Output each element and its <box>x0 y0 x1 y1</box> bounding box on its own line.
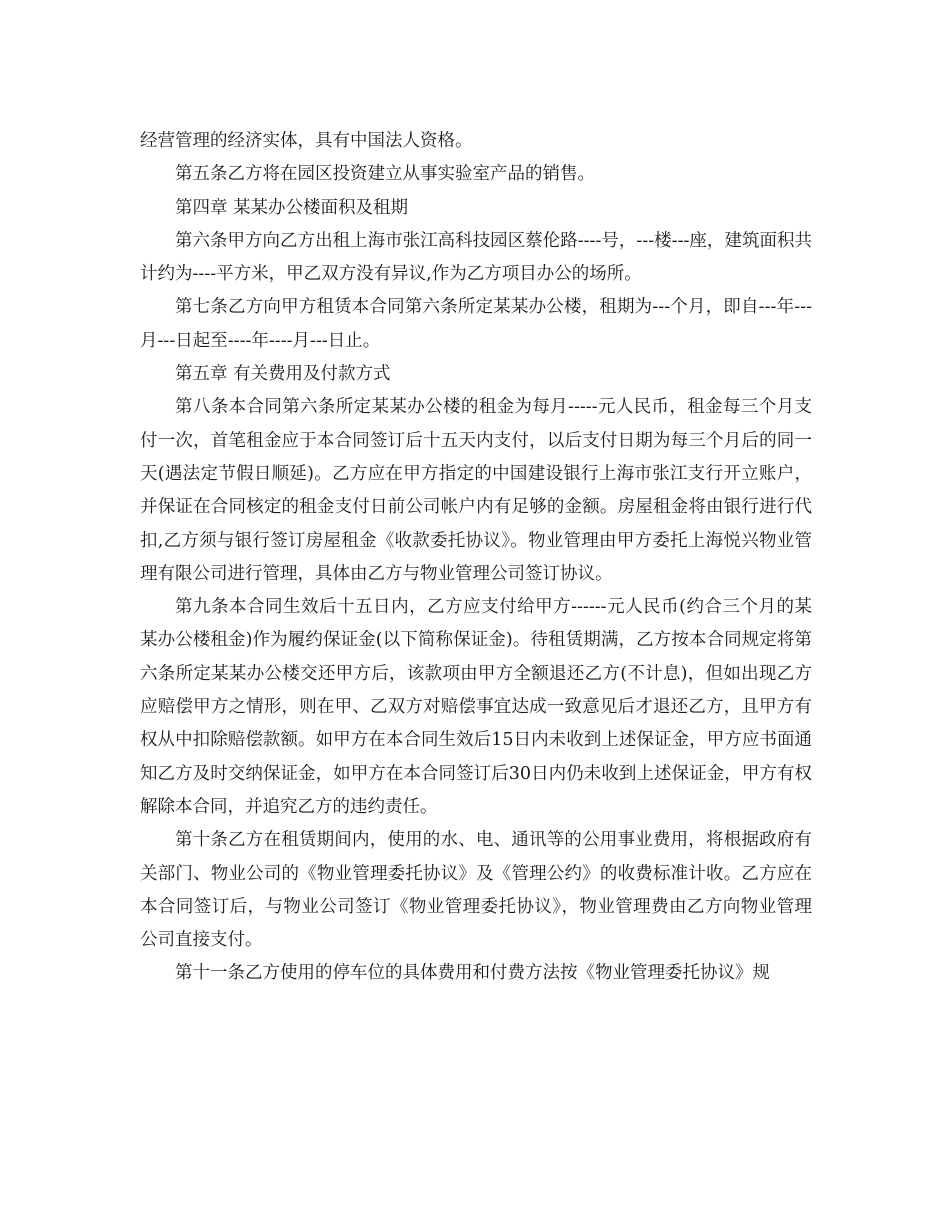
article-7: 第七条乙方向甲方租赁本合同第六条所定某某办公楼，租期为---个月，即自---年---月---日起至----年----月---日止。 <box>140 297 812 351</box>
article-8: 第八条本合同第六条所定某某办公楼的租金为每月-----元人民币，租金每三个月支付一次，首笔租金应于本合同签订后十五天内支付，以后支付日期为每三个月后的同一天(遇法定节假日顺延)。乙方应在甲方指定的中国建设银行上海市张江支行开立账户，并保证在合同核定的租金支付日前公司帐户内有足够的金额。房屋租金将由银行进行代扣,乙方须与银行签订房屋租金《收款委托协议》。物业管理由甲方委托上海悦兴物业管理有限公司进行管理，具体由乙方与物业管理公司签订协议。 <box>140 397 812 584</box>
document-body <box>140 125 812 991</box>
chapter-5-heading: 第五章 有关费用及付款方式 <box>175 364 391 385</box>
article-10: 第十条乙方在租赁期间内，使用的水、电、通讯等的公用事业费用，将根据政府有关部门、物业公司的《物业管理委托协议》及《管理公约》的收费标准计收。乙方应在本合同签订后，与物业公司签订《物业管理委托协议》，物业管理费由乙方向物业管理公司直接支付。 <box>140 830 812 951</box>
article-6: 第六条甲方向乙方出租上海市张江高科技园区蔡伦路----号，---楼---座，建筑面积共计约为----平方米，甲乙双方没有异议,作为乙方项目办公的场所。 <box>140 230 812 285</box>
article-11: 第十一条乙方使用的停车位的具体费用和付费方法按《物业管理委托协议》规 <box>175 963 770 984</box>
article-9: 第九条本合同生效后十五日内，乙方应支付给甲方------元人民币(约合三个月的某某办公楼租金)作为履约保证金(以下简称保证金)。待租赁期满，乙方按本合同规定将第六条所定某某办公楼交还甲方后，该款项由甲方全额退还乙方(不计息)，但如出现乙方应赔偿甲方之情形，则在甲、乙双方对赔偿事宜达成一致意见后才退还乙方，且甲方有权从中扣除赔偿款额。如甲方在本合同生效后15日内未收到上述保证金，甲方应书面通知乙方及时交纳保证金，如甲方在本合同签订后30日内仍未收到上述保证金，甲方有权解除本合同，并追究乙方的违约责任。 <box>140 597 812 817</box>
article-5: 第五条乙方将在园区投资建立从事实验室产品的销售。 <box>175 164 595 185</box>
paragraph-continuation: 经营管理的经济实体，具有中国法人资格。 <box>140 131 473 151</box>
chapter-4-heading: 第四章 某某办公楼面积及租期 <box>175 197 409 218</box>
